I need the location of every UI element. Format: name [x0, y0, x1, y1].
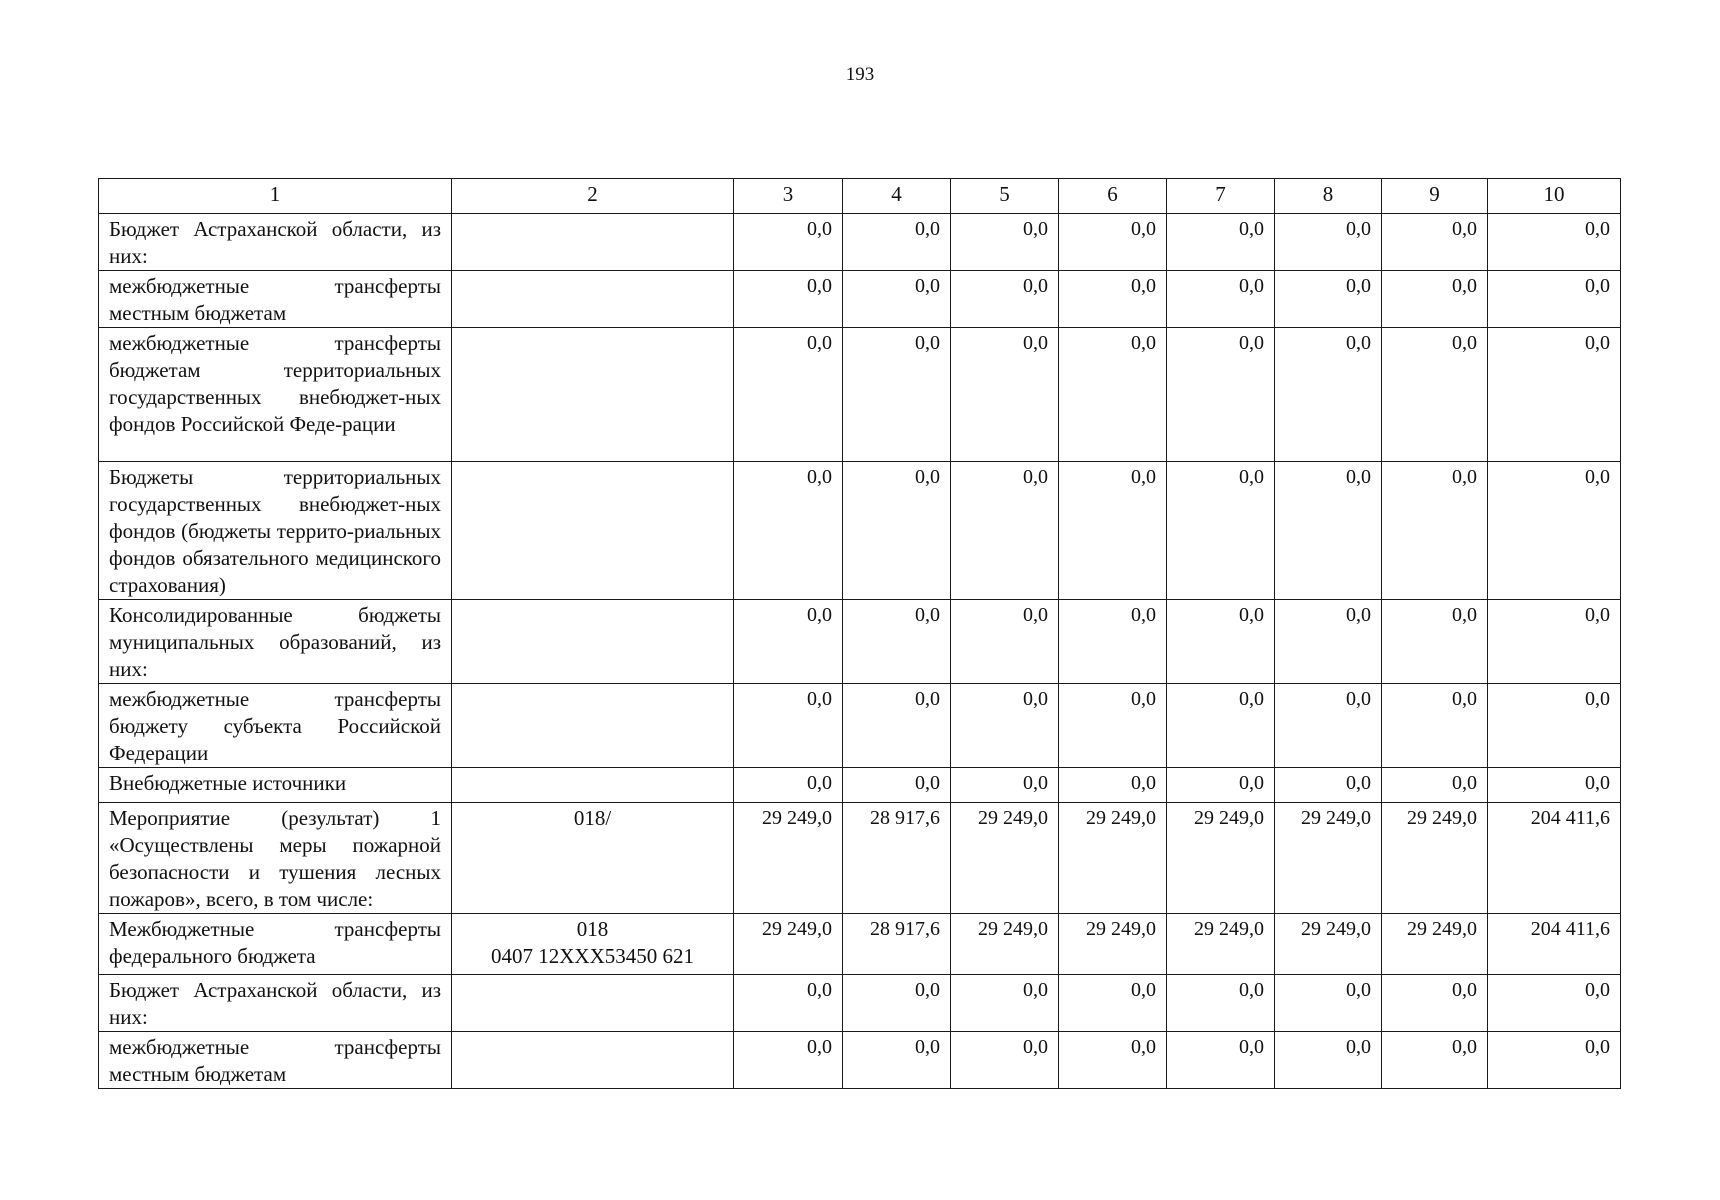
- table-header-row: [99, 179, 1621, 214]
- row-value: 0,0: [843, 684, 951, 768]
- row-name: Бюджеты территориальных государственных внебюджет-ных фондов (бюджеты террито-риальных фондов обязательного медицинского страхования): [99, 462, 452, 600]
- row-name: Бюджет Астраханской области, из них:: [99, 975, 452, 1032]
- row-value: 0,0: [734, 768, 843, 803]
- row-code: [452, 768, 734, 803]
- row-value: 0,0: [734, 462, 843, 600]
- row-value: 0,0: [1167, 768, 1275, 803]
- row-name: Мероприятие (результат) 1 «Осуществлены меры пожарной безопасности и тушения лесных пожаров», всего, в том числе:: [99, 803, 452, 914]
- row-value: 0,0: [1167, 1032, 1275, 1089]
- row-total: 0,0: [1488, 462, 1621, 600]
- row-value: 0,0: [951, 328, 1059, 462]
- row-value: 0,0: [951, 462, 1059, 600]
- row-value: 28 917,6: [843, 803, 951, 914]
- row-value: 0,0: [734, 271, 843, 328]
- column-header: 5: [951, 179, 1059, 214]
- row-code: 018/: [452, 803, 734, 914]
- row-value: 0,0: [734, 328, 843, 462]
- row-value: 0,0: [843, 600, 951, 684]
- row-value: 0,0: [1059, 768, 1167, 803]
- row-value: 0,0: [951, 271, 1059, 328]
- row-total: 0,0: [1488, 328, 1621, 462]
- table-row: [99, 914, 1621, 975]
- row-value: 0,0: [734, 1032, 843, 1089]
- row-value: 29 249,0: [734, 914, 843, 975]
- row-code: [452, 214, 734, 271]
- table-row: [99, 684, 1621, 768]
- row-value: 0,0: [1382, 328, 1488, 462]
- row-value: 0,0: [1382, 271, 1488, 328]
- column-header: 3: [734, 179, 843, 214]
- row-code: [452, 328, 734, 462]
- row-name: Бюджет Астраханской области, из них:: [99, 214, 452, 271]
- row-value: 0,0: [843, 768, 951, 803]
- row-value: 0,0: [1382, 684, 1488, 768]
- row-value: 29 249,0: [1167, 803, 1275, 914]
- row-value: 0,0: [1275, 975, 1382, 1032]
- row-total: 0,0: [1488, 768, 1621, 803]
- column-header: 7: [1167, 179, 1275, 214]
- row-value: 0,0: [843, 271, 951, 328]
- row-value: 0,0: [1167, 600, 1275, 684]
- row-value: 0,0: [1382, 214, 1488, 271]
- row-value: 0,0: [1167, 462, 1275, 600]
- row-value: 28 917,6: [843, 914, 951, 975]
- row-value: 0,0: [1059, 271, 1167, 328]
- row-name: Межбюджетные трансферты федерального бюджета: [99, 914, 452, 975]
- column-header: 9: [1382, 179, 1488, 214]
- table-row: [99, 1032, 1621, 1089]
- row-value: 0,0: [1167, 214, 1275, 271]
- row-total: 0,0: [1488, 684, 1621, 768]
- row-value: 29 249,0: [734, 803, 843, 914]
- row-value: 29 249,0: [1275, 914, 1382, 975]
- row-code-budget-classification: 0407 12ХХХ53450 621: [491, 944, 694, 968]
- row-name: межбюджетные трансферты местным бюджетам: [99, 1032, 452, 1089]
- row-value: 0,0: [1059, 1032, 1167, 1089]
- row-value: 0,0: [1167, 975, 1275, 1032]
- row-value: 0,0: [1167, 271, 1275, 328]
- row-value: 0,0: [843, 1032, 951, 1089]
- table-row: [99, 975, 1621, 1032]
- row-value: 29 249,0: [1275, 803, 1382, 914]
- row-value: 0,0: [1275, 684, 1382, 768]
- row-name: межбюджетные трансферты местным бюджетам: [99, 271, 452, 328]
- row-value: 0,0: [951, 1032, 1059, 1089]
- table-row: [99, 600, 1621, 684]
- row-value: 0,0: [1059, 328, 1167, 462]
- row-total: 204 411,6: [1488, 803, 1621, 914]
- row-name: межбюджетные трансферты бюджету субъекта Российской Федерации: [99, 684, 452, 768]
- row-value: 0,0: [1382, 462, 1488, 600]
- column-header: 8: [1275, 179, 1382, 214]
- row-value: 29 249,0: [1167, 914, 1275, 975]
- row-value: 0,0: [734, 684, 843, 768]
- row-total: 0,0: [1488, 975, 1621, 1032]
- row-value: 29 249,0: [1059, 803, 1167, 914]
- row-total: 0,0: [1488, 600, 1621, 684]
- row-value: 0,0: [1275, 214, 1382, 271]
- table-row: [99, 768, 1621, 803]
- row-value: 0,0: [1059, 600, 1167, 684]
- row-value: 0,0: [1167, 328, 1275, 462]
- row-code: [452, 271, 734, 328]
- table-row: [99, 328, 1621, 462]
- row-value: 0,0: [843, 462, 951, 600]
- row-value: 0,0: [951, 768, 1059, 803]
- row-value: 0,0: [951, 600, 1059, 684]
- row-value: 0,0: [1059, 684, 1167, 768]
- row-code: 018: [576, 917, 609, 941]
- row-code: [452, 600, 734, 684]
- row-total: 204 411,6: [1488, 914, 1621, 975]
- table-row: [99, 462, 1621, 600]
- column-header: 6: [1059, 179, 1167, 214]
- column-header: 2: [452, 179, 734, 214]
- row-value: 0,0: [1275, 328, 1382, 462]
- row-value: 0,0: [1382, 1032, 1488, 1089]
- row-value: 29 249,0: [1382, 803, 1488, 914]
- row-code: [452, 975, 734, 1032]
- row-value: 0,0: [1382, 768, 1488, 803]
- table-row: [99, 803, 1621, 914]
- row-total: 0,0: [1488, 271, 1621, 328]
- row-value: 0,0: [843, 328, 951, 462]
- row-total: 0,0: [1488, 214, 1621, 271]
- row-code: [452, 462, 734, 600]
- row-value: 0,0: [734, 975, 843, 1032]
- row-value: 0,0: [843, 214, 951, 271]
- row-value: 29 249,0: [951, 914, 1059, 975]
- row-code: [452, 1032, 734, 1089]
- column-header: 1: [99, 179, 452, 214]
- row-value: 0,0: [1382, 975, 1488, 1032]
- row-value: 0,0: [1059, 462, 1167, 600]
- row-value: 0,0: [951, 975, 1059, 1032]
- row-value: 0,0: [1275, 1032, 1382, 1089]
- row-value: 29 249,0: [1382, 914, 1488, 975]
- row-value: 0,0: [1382, 600, 1488, 684]
- row-name: межбюджетные трансферты бюджетам территориальных государственных внебюджет-ных фондов Российской Феде-рации: [99, 328, 452, 462]
- row-name: Внебюджетные источники: [99, 768, 452, 803]
- row-value: 29 249,0: [951, 803, 1059, 914]
- column-header: 4: [843, 179, 951, 214]
- row-value: 0,0: [1059, 214, 1167, 271]
- row-value: 0,0: [1275, 768, 1382, 803]
- row-value: 0,0: [1275, 600, 1382, 684]
- row-value: 0,0: [734, 600, 843, 684]
- row-total: 0,0: [1488, 1032, 1621, 1089]
- row-value: 0,0: [951, 214, 1059, 271]
- row-value: 0,0: [1167, 684, 1275, 768]
- row-code-cell: [452, 914, 734, 975]
- row-name: Консолидированные бюджеты муниципальных образований, из них:: [99, 600, 452, 684]
- row-value: 0,0: [1275, 271, 1382, 328]
- row-code: [452, 684, 734, 768]
- row-value: 29 249,0: [1059, 914, 1167, 975]
- budget-table: [98, 178, 1621, 1089]
- row-value: 0,0: [1059, 975, 1167, 1032]
- column-header: 10: [1488, 179, 1621, 214]
- table-row: [99, 271, 1621, 328]
- table-row: [99, 214, 1621, 271]
- row-value: 0,0: [734, 214, 843, 271]
- page-number: 193: [845, 64, 875, 85]
- row-value: 0,0: [843, 975, 951, 1032]
- row-value: 0,0: [1275, 462, 1382, 600]
- row-value: 0,0: [951, 684, 1059, 768]
